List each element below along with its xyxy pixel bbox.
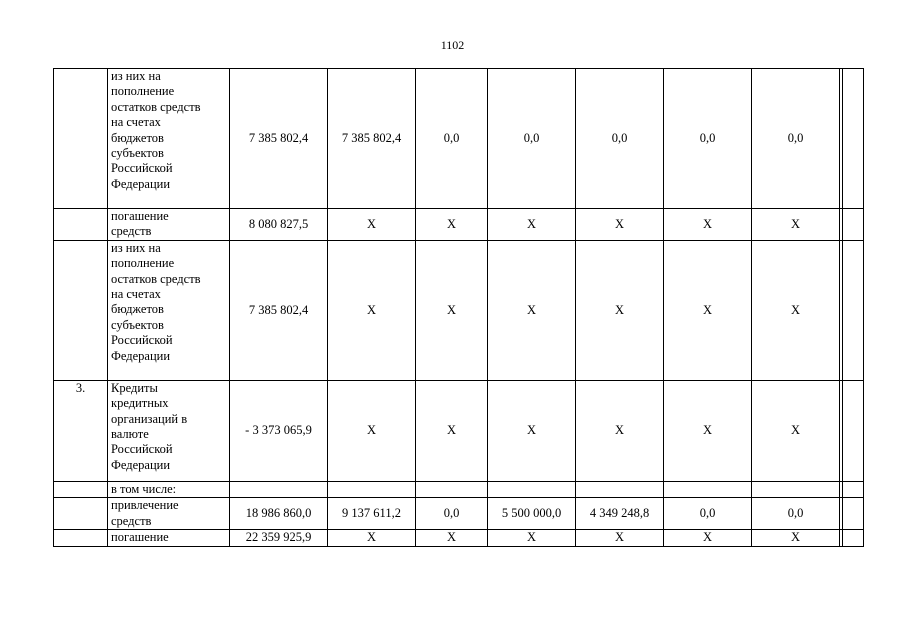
trailing-column-cell [843, 530, 864, 547]
value-cell: Х [664, 380, 752, 481]
value-cell: Х [328, 240, 416, 380]
value-cell: 0,0 [576, 69, 664, 209]
value-cell: Х [488, 209, 576, 241]
value-cell: 7 385 802,4 [230, 69, 328, 209]
row-label-cell: из них на пополнение остатков средств на счетах бюджетов субъектов Российской Федерации [108, 240, 230, 380]
value-cell: 0,0 [752, 69, 840, 209]
row-label-cell: из них на пополнение остатков средств на счетах бюджетов субъектов Российской Федерации [108, 69, 230, 209]
page-number: 1102 [440, 38, 465, 52]
row-number-cell [54, 240, 108, 380]
value-cell [328, 481, 416, 497]
value-cell: Х [416, 380, 488, 481]
value-cell: 0,0 [416, 69, 488, 209]
value-cell: 22 359 925,9 [230, 530, 328, 547]
value-cell: Х [328, 530, 416, 547]
trailing-column-cell [843, 498, 864, 530]
value-cell: 7 385 802,4 [328, 69, 416, 209]
table-body [54, 69, 864, 547]
value-cell: Х [488, 240, 576, 380]
trailing-column-cell [843, 240, 864, 380]
value-cell: Х [664, 530, 752, 547]
value-cell: Х [488, 530, 576, 547]
value-cell: 4 349 248,8 [576, 498, 664, 530]
value-cell: Х [416, 530, 488, 547]
row-number-cell [54, 481, 108, 497]
table-row [54, 240, 864, 380]
value-cell: Х [576, 380, 664, 481]
value-cell: Х [664, 240, 752, 380]
row-label-cell: погашение средств [108, 209, 230, 241]
value-cell: 8 080 827,5 [230, 209, 328, 241]
trailing-column-cell [843, 481, 864, 497]
value-cell: Х [576, 209, 664, 241]
row-label-cell: погашение [108, 530, 230, 547]
value-cell: 0,0 [664, 498, 752, 530]
value-cell: 0,0 [416, 498, 488, 530]
value-cell [664, 481, 752, 497]
value-cell [752, 481, 840, 497]
row-number-cell [54, 69, 108, 209]
value-cell: 0,0 [752, 498, 840, 530]
table-row [54, 69, 864, 209]
value-cell: 7 385 802,4 [230, 240, 328, 380]
table-row [54, 498, 864, 530]
row-label-cell: Кредиты кредитных организаций в валюте Российской Федерации [108, 380, 230, 481]
table-row [54, 209, 864, 241]
value-cell: 0,0 [664, 69, 752, 209]
row-number-cell [54, 530, 108, 547]
value-cell: - 3 373 065,9 [230, 380, 328, 481]
trailing-column-cell [843, 209, 864, 241]
value-cell: Х [576, 240, 664, 380]
value-cell: Х [416, 240, 488, 380]
value-cell: Х [328, 209, 416, 241]
table-row [54, 481, 864, 497]
trailing-column-cell [843, 69, 864, 209]
value-cell: Х [752, 380, 840, 481]
value-cell: 5 500 000,0 [488, 498, 576, 530]
value-cell: Х [752, 209, 840, 241]
value-cell [576, 481, 664, 497]
value-cell: Х [416, 209, 488, 241]
budget-table-wrapper [53, 68, 864, 547]
value-cell: Х [752, 240, 840, 380]
row-number-cell: 3. [54, 380, 108, 481]
trailing-column-cell [843, 380, 864, 481]
value-cell [488, 481, 576, 497]
value-cell [416, 481, 488, 497]
value-cell [230, 481, 328, 497]
row-label-cell: привлечение средств [108, 498, 230, 530]
value-cell: 9 137 611,2 [328, 498, 416, 530]
row-label-cell: в том числе: [108, 481, 230, 497]
value-cell: 0,0 [488, 69, 576, 209]
value-cell: Х [488, 380, 576, 481]
table-row [54, 530, 864, 547]
row-number-cell [54, 498, 108, 530]
value-cell: 18 986 860,0 [230, 498, 328, 530]
table-row [54, 380, 864, 481]
value-cell: Х [576, 530, 664, 547]
value-cell: Х [664, 209, 752, 241]
value-cell: Х [752, 530, 840, 547]
budget-table [53, 68, 864, 547]
row-number-cell [54, 209, 108, 241]
value-cell: Х [328, 380, 416, 481]
